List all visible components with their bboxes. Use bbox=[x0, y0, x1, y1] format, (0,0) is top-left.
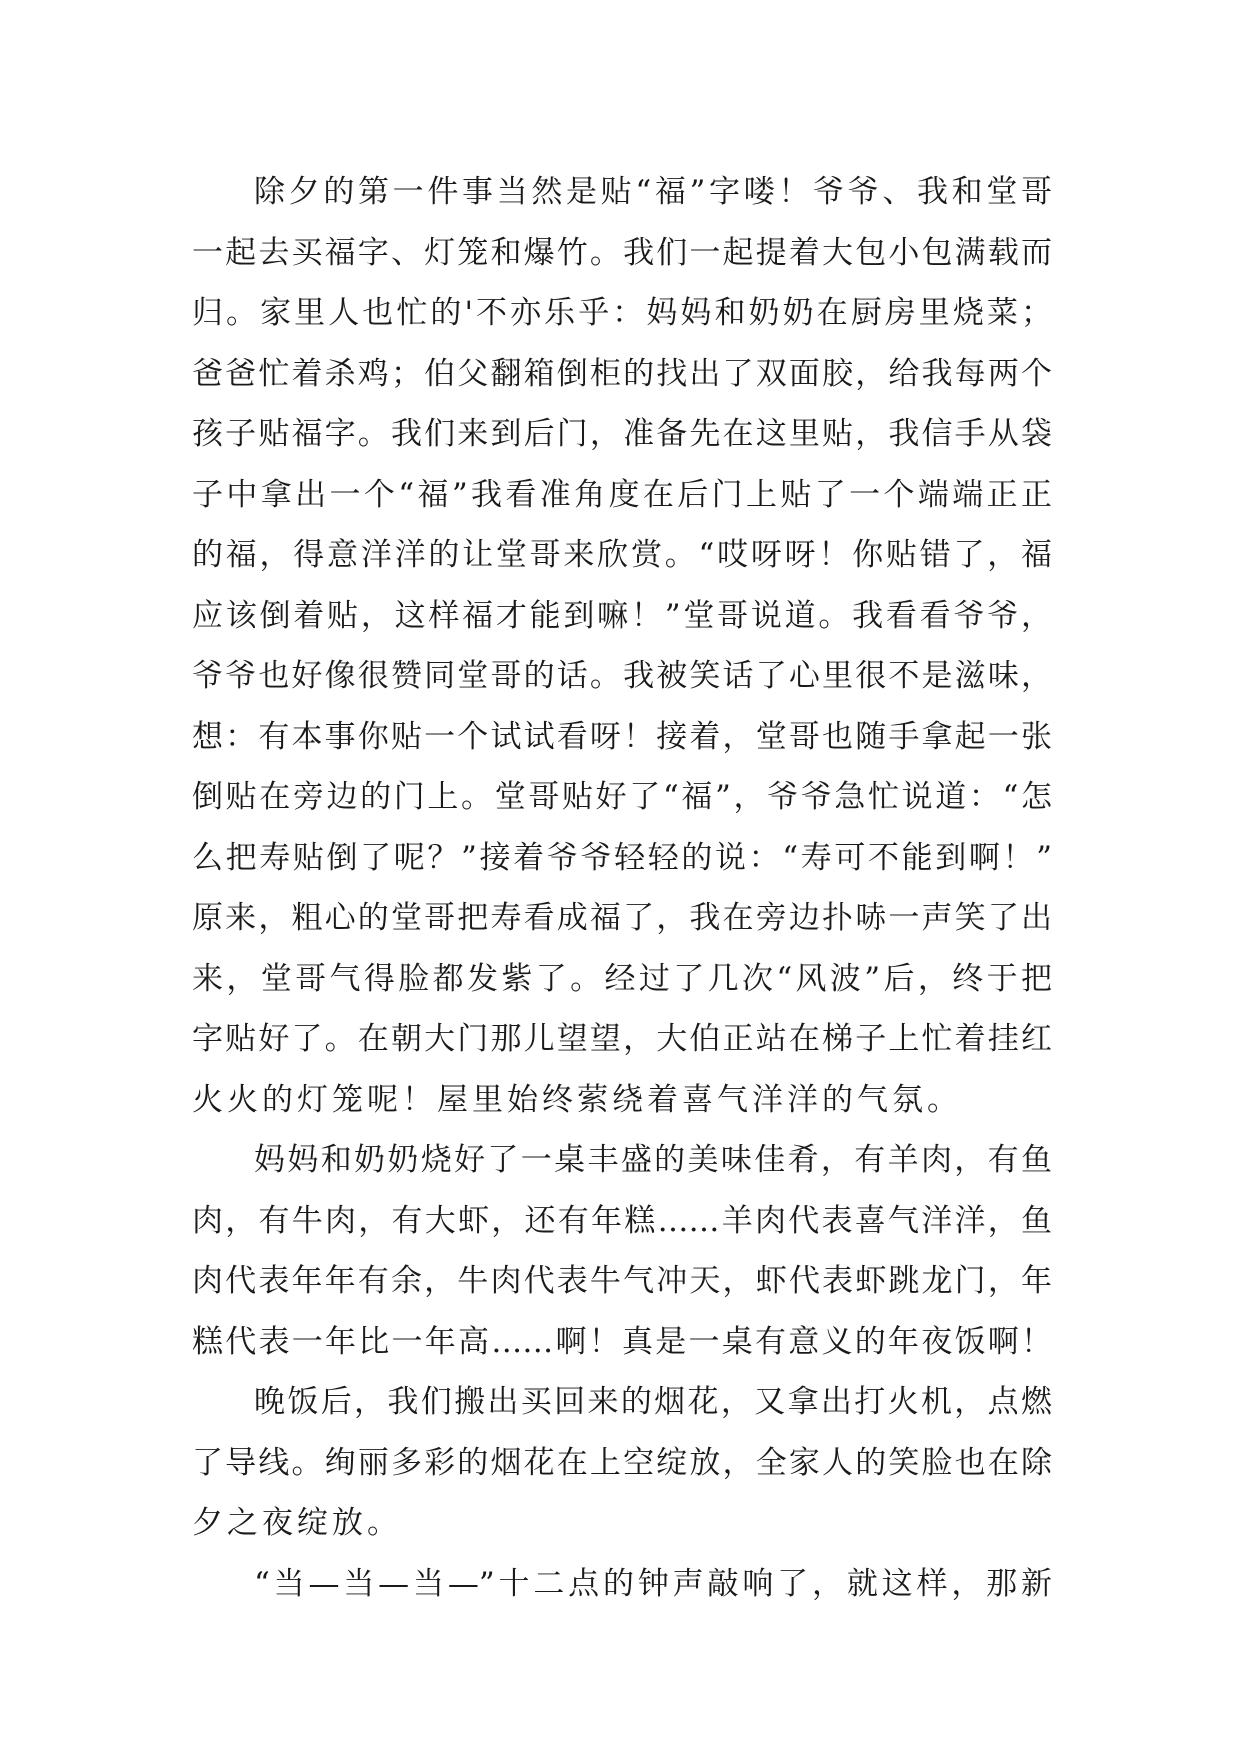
paragraph-1-line-15: 字贴好了。在朝大门那儿望望，大伯正站在梯子上忙着挂红 bbox=[192, 1021, 1052, 1057]
paragraph-1-line-3: 归。家里人也忙的'不亦乐乎：妈妈和奶奶在厨房里烧菜； bbox=[192, 295, 1052, 331]
paragraph-1-line-16: 火火的灯笼呢！屋里始终萦绕着喜气洋洋的气氛。 bbox=[192, 1081, 962, 1118]
paragraph-4-line-1: “当—当—当—”十二点的钟声敲响了，就这样，那新 bbox=[254, 1565, 1052, 1602]
paragraph-3-line-2: 了导线。绚丽多彩的烟花在上空绽放，全家人的笑脸也在除 bbox=[192, 1444, 1052, 1481]
paragraph-1-line-4: 爸爸忙着杀鸡；伯父翻箱倒柜的找出了双面胶，给我每两个 bbox=[192, 355, 1052, 392]
paragraph-1-line-13: 原来，粗心的堂哥把寿看成福了，我在旁边扑哧一声笑了出 bbox=[192, 900, 1052, 936]
paragraph-1-line-7: 的福，得意洋洋的让堂哥来欣赏。“哎呀呀！你贴错了，福 bbox=[192, 537, 1052, 573]
paragraph-3-line-3: 夕之夜绽放。 bbox=[192, 1505, 402, 1541]
paragraph-1-line-14: 来，堂哥气得脸都发紫了。经过了几次“风波”后，终于把 bbox=[192, 960, 1052, 997]
paragraph-1-line-10: 想：有本事你贴一个试试看呀！接着，堂哥也随手拿起一张 bbox=[192, 718, 1052, 755]
paragraph-1-line-12: 么把寿贴倒了呢？”接着爷爷轻轻的说：“寿可不能到啊！” bbox=[192, 839, 1052, 876]
paragraph-1-line-6: 子中拿出一个“福”我看准角度在后门上贴了一个端端正正 bbox=[192, 476, 1052, 513]
paragraph-1-line-8: 应该倒着贴，这样福才能到嘛！”堂哥说道。我看看爷爷， bbox=[192, 597, 1052, 634]
paragraph-1-line-1: 除夕的第一件事当然是贴“福”字喽！爷爷、我和堂哥 bbox=[254, 174, 1052, 210]
paragraph-1-line-2: 一起去买福字、灯笼和爆竹。我们一起提着大包小包满载而 bbox=[192, 234, 1052, 271]
paragraph-2-line-1: 妈妈和奶奶烧好了一桌丰盛的美味佳肴，有羊肉，有鱼 bbox=[254, 1142, 1052, 1178]
paragraph-1-line-9: 爷爷也好像很赞同堂哥的话。我被笑话了心里很不是滋味， bbox=[192, 658, 1052, 694]
paragraph-1-line-11: 倒贴在旁边的门上。堂哥贴好了“福”，爷爷急忙说道：“怎 bbox=[192, 779, 1052, 815]
paragraph-2-line-3: 肉代表年年有余，牛肉代表牛气冲天，虾代表虾跳龙门，年 bbox=[192, 1263, 1052, 1299]
paragraph-3-line-1: 晚饭后，我们搬出买回来的烟花，又拿出打火机，点燃 bbox=[254, 1384, 1052, 1420]
article-body bbox=[192, 162, 1052, 1614]
paragraph-2-line-4: 糕代表一年比一年高……啊！真是一桌有意义的年夜饭啊！ bbox=[192, 1323, 1052, 1360]
paragraph-1-line-5: 孩子贴福字。我们来到后门，准备先在这里贴，我信手从袋 bbox=[192, 416, 1052, 452]
paragraph-2-line-2: 肉，有牛肉，有大虾，还有年糕……羊肉代表喜气洋洋，鱼 bbox=[192, 1202, 1052, 1239]
